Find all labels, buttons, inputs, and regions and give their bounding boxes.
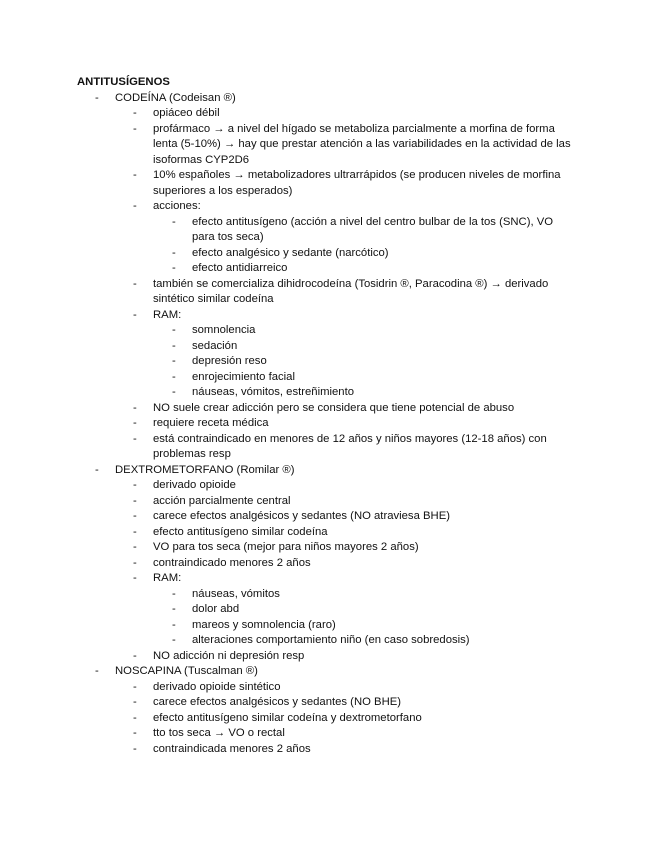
list-item [0, 106, 578, 122]
list-item [0, 525, 578, 541]
drug-detail-list [0, 478, 655, 664]
bullet-dash: - [172, 587, 176, 600]
item-text: sedación [192, 339, 238, 352]
sub-list-item [0, 246, 578, 262]
item-text: contraindicada menores 2 años [153, 742, 311, 755]
sub-list-item [0, 587, 578, 603]
item-text: contraindicado menores 2 años [153, 556, 311, 569]
sub-list-item [0, 618, 578, 634]
item-text: también se comercializa dihidrocodeína (Tosidrin ®, Paracodina ®) → derivado sintético similar codeína [153, 277, 549, 305]
item-text: efecto analgésico y sedante (narcótico) [192, 246, 389, 259]
bullet-dash: - [172, 215, 176, 228]
bullet-dash: - [172, 634, 176, 646]
bullet-dash: - [172, 603, 176, 615]
bullet-dash: - [133, 556, 137, 569]
sub-list-item [0, 261, 578, 277]
bullet-dash: - [172, 339, 176, 352]
list-item [0, 401, 578, 417]
bullet-dash: - [172, 386, 176, 398]
sub-list-item [0, 633, 578, 649]
sub-detail-list [0, 587, 578, 649]
list-item [0, 695, 578, 711]
bullet-dash: - [133, 649, 137, 662]
bullet-dash: - [133, 727, 137, 739]
bullet-dash: - [172, 324, 176, 336]
item-text: alteraciones comportamiento niño (en caso sobredosis) [192, 634, 470, 646]
item-text: acciones: [153, 200, 201, 212]
bullet-dash: - [133, 494, 137, 507]
drug-name: DEXTROMETORFANO (Romilar ®) [115, 463, 295, 476]
bullet-dash: - [133, 525, 137, 538]
drug-name: NOSCAPINA (Tuscalman ®) [115, 665, 258, 677]
bullet-dash: - [133, 479, 137, 491]
list-item [0, 540, 578, 556]
bullet-dash: - [133, 572, 137, 584]
bullet-dash: - [133, 711, 137, 724]
bullet-dash: - [95, 91, 99, 104]
bullet-dash: - [133, 680, 137, 693]
item-text: 10% españoles → metabolizadores ultrarrápidos (se producen niveles de morfina superiores a los esperados) [153, 169, 561, 197]
sub-list-item [0, 215, 578, 246]
item-text: efecto antitusígeno similar codeína y dextrometorfano [153, 711, 422, 724]
bullet-dash: - [133, 510, 137, 522]
list-item [0, 494, 578, 510]
item-text: acción parcialmente central [153, 494, 291, 507]
item-text: dolor abd [192, 603, 240, 615]
item-text: náuseas, vómitos, estreñimiento [192, 386, 355, 398]
list-item [0, 649, 578, 665]
drug-detail-list [0, 106, 655, 463]
drug-name: CODEÍNA (Codeisan ®) [115, 91, 236, 104]
item-text: derivado opioide [153, 479, 236, 491]
sub-detail-list [0, 215, 578, 277]
bullet-dash: - [133, 417, 137, 429]
drug-detail-list [0, 680, 655, 758]
item-text: está contraindicado en menores de 12 años y niños mayores (12-18 años) con problemas resp [153, 432, 547, 460]
list-item [0, 168, 578, 199]
sub-detail-list [0, 323, 578, 401]
item-text: efecto antitusígeno (acción a nivel del centro bulbar de la tos (SNC), VO para tos seca) [192, 215, 554, 243]
sub-list-item [0, 339, 578, 355]
list-item [0, 571, 578, 649]
list-item [0, 478, 578, 494]
item-text: VO para tos seca (mejor para niños mayores 2 años) [153, 541, 419, 553]
sub-list-item [0, 354, 578, 370]
item-text: mareos y somnolencia (raro) [192, 618, 336, 631]
item-text: derivado opioide sintético [153, 680, 281, 693]
item-text: efecto antitusígeno similar codeína [153, 525, 328, 538]
bullet-dash: - [172, 618, 176, 631]
item-text: profármaco → a nivel del hígado se metaboliza parcialmente a morfina de forma lenta (5-10%) → hay que prestar atención a las variabilidades en la actividad de las isoformas CYP2D6 [153, 122, 571, 166]
item-text: carece efectos analgésicos y sedantes (NO atraviesa BHE) [153, 510, 450, 522]
sub-list-item [0, 385, 578, 401]
item-text: opiáceo débil [153, 107, 220, 119]
list-item [0, 556, 578, 572]
bullet-dash: - [133, 107, 137, 119]
sub-list-item [0, 602, 578, 618]
list-item [0, 199, 578, 277]
list-item [0, 308, 578, 401]
bullet-dash: - [172, 246, 176, 259]
item-text: náuseas, vómitos [192, 587, 280, 600]
bullet-dash: - [133, 308, 137, 321]
bullet-dash: - [133, 401, 137, 414]
bullet-dash: - [95, 665, 99, 677]
item-text: NO adicción ni depresión resp [153, 649, 305, 662]
list-item [0, 432, 578, 463]
bullet-dash: - [133, 696, 137, 708]
item-text: tto tos seca → VO o rectal [153, 727, 285, 739]
list-item [0, 742, 578, 758]
item-text: somnolencia [192, 324, 256, 336]
drug-section [0, 664, 655, 757]
list-item [0, 726, 578, 742]
bullet-dash: - [172, 370, 176, 383]
drug-list [0, 91, 655, 758]
drug-section [0, 463, 655, 665]
item-text: efecto antidiarreico [192, 262, 288, 274]
bullet-dash: - [133, 432, 137, 445]
drug-section [0, 91, 655, 463]
list-item [0, 122, 578, 169]
sub-list-item [0, 370, 578, 386]
list-item [0, 711, 578, 727]
list-item [0, 416, 578, 432]
item-text: RAM: [153, 308, 182, 321]
bullet-dash: - [172, 262, 176, 274]
item-text: depresión reso [192, 355, 267, 367]
item-text: RAM: [153, 572, 182, 584]
list-item [0, 509, 578, 525]
bullet-dash: - [133, 277, 137, 290]
bullet-dash: - [133, 169, 137, 181]
item-text: requiere receta médica [153, 417, 269, 429]
sub-list-item [0, 323, 578, 339]
bullet-dash: - [133, 541, 137, 553]
bullet-dash: - [95, 463, 99, 476]
bullet-dash: - [133, 122, 137, 135]
list-item [0, 680, 578, 696]
item-text: enrojecimiento facial [192, 370, 295, 383]
list-item [0, 277, 578, 308]
bullet-dash: - [172, 355, 176, 367]
item-text: carece efectos analgésicos y sedantes (NO BHE) [153, 696, 402, 708]
item-text: NO suele crear adicción pero se considera que tiene potencial de abuso [153, 401, 515, 414]
document-title: ANTITUSÍGENOS [77, 76, 170, 88]
bullet-dash: - [133, 200, 137, 212]
bullet-dash: - [133, 742, 137, 755]
